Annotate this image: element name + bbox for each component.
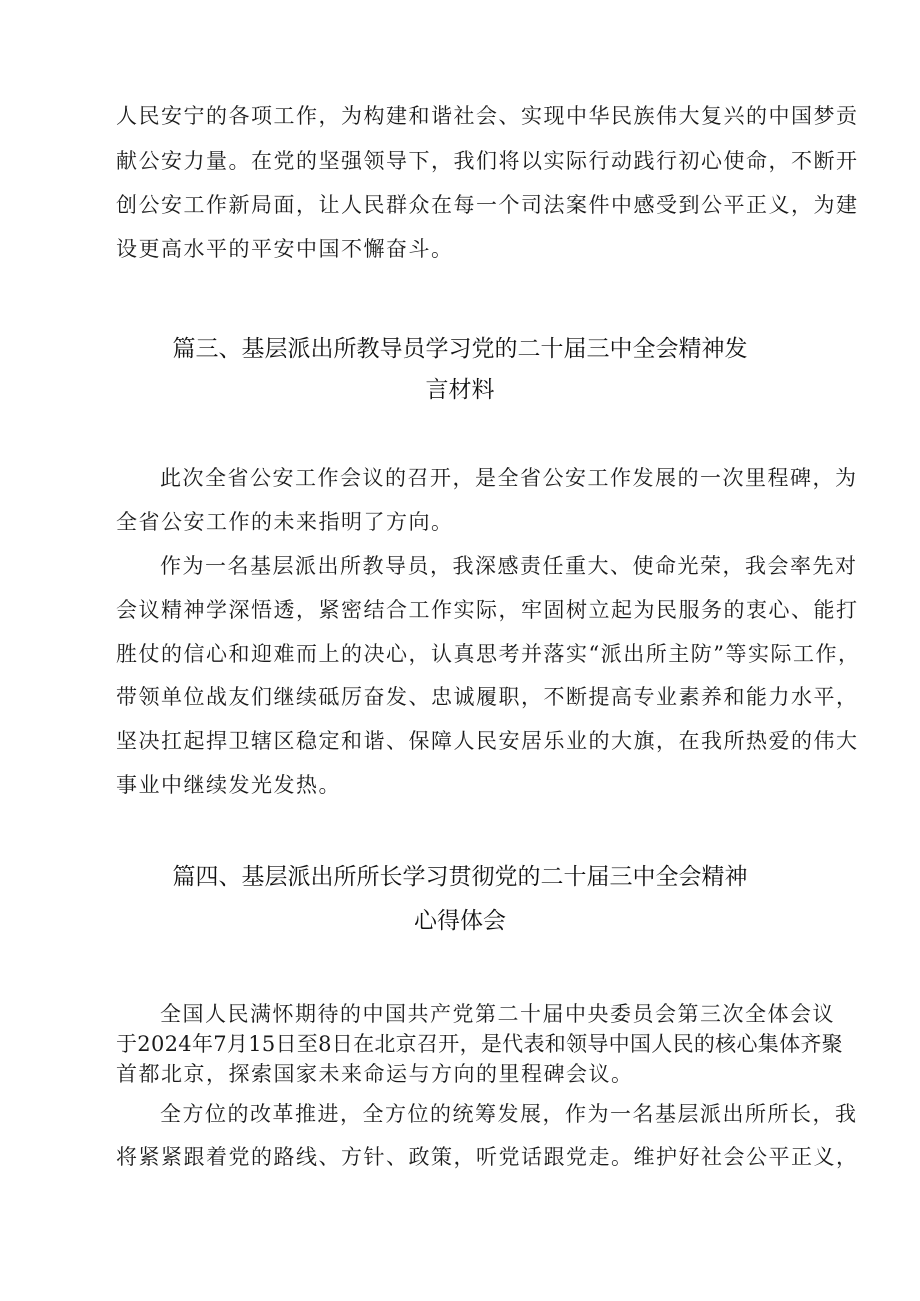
paragraph-line: 胜仗的信心和迎难而上的决心，认真思考并落实“派出所主防”等实际工作，	[116, 642, 861, 666]
paragraph-line: 首都北京，探索国家未来命运与方向的里程碑会议。	[116, 1062, 634, 1086]
paragraph-line: 人民安宁的各项工作，为构建和谐社会、实现中华民族伟大复兴的中国梦贡	[116, 104, 859, 128]
paragraph-line: 全国人民满怀期待的中国共产党第二十届中央委员会第三次全体会议	[160, 1002, 835, 1026]
paragraph-line: 此次全省公安工作会议的召开，是全省公安工作发展的一次里程碑，为	[160, 466, 858, 490]
paragraph-line: 会议精神学深悟透，紧密结合工作实际，牢固树立起为民服务的衷心、能打	[116, 598, 859, 622]
paragraph-line: 坚决扛起捍卫辖区稳定和谐、保障人民安居乐业的大旗，在我所热爱的伟大	[116, 729, 859, 753]
heading-line: 言材料	[425, 377, 495, 403]
paragraph-line: 带领单位战友们继续砥厉奋发、忠诚履职，不断提高专业素养和能力水平，	[116, 685, 859, 709]
heading-line: 篇四、基层派出所所长学习贯彻党的二十届三中全会精神	[172, 864, 748, 890]
paragraph-line: 全省公安工作的未来指明了方向。	[116, 510, 454, 534]
paragraph-line: 于2024年7月15日至8日在北京召开，是代表和领导中国人民的核心集体齐聚	[116, 1032, 843, 1056]
paragraph-line: 全方位的改革推进，全方位的统筹发展，作为一名基层派出所所长，我	[160, 1102, 858, 1126]
paragraph-line: 事业中继续发光发热。	[116, 773, 341, 797]
paragraph-line: 献公安力量。在党的坚强领导下，我们将以实际行动践行初心使命，不断开	[116, 149, 859, 173]
heading-line: 心得体会	[414, 908, 506, 934]
paragraph-line: 设更高水平的平安中国不懈奋斗。	[116, 237, 454, 261]
paragraph-line: 作为一名基层派出所教导员，我深感责任重大、使命光荣，我会率先对	[160, 554, 858, 578]
paragraph-line: 将紧紧跟着党的路线、方针、政策，听党话跟党走。维护好社会公平正义，	[116, 1145, 859, 1169]
heading-line: 篇三、基层派出所教导员学习党的二十届三中全会精神发	[172, 336, 748, 362]
paragraph-line: 创公安工作新局面，让人民群众在每一个司法案件中感受到公平正义，为建	[116, 193, 859, 217]
